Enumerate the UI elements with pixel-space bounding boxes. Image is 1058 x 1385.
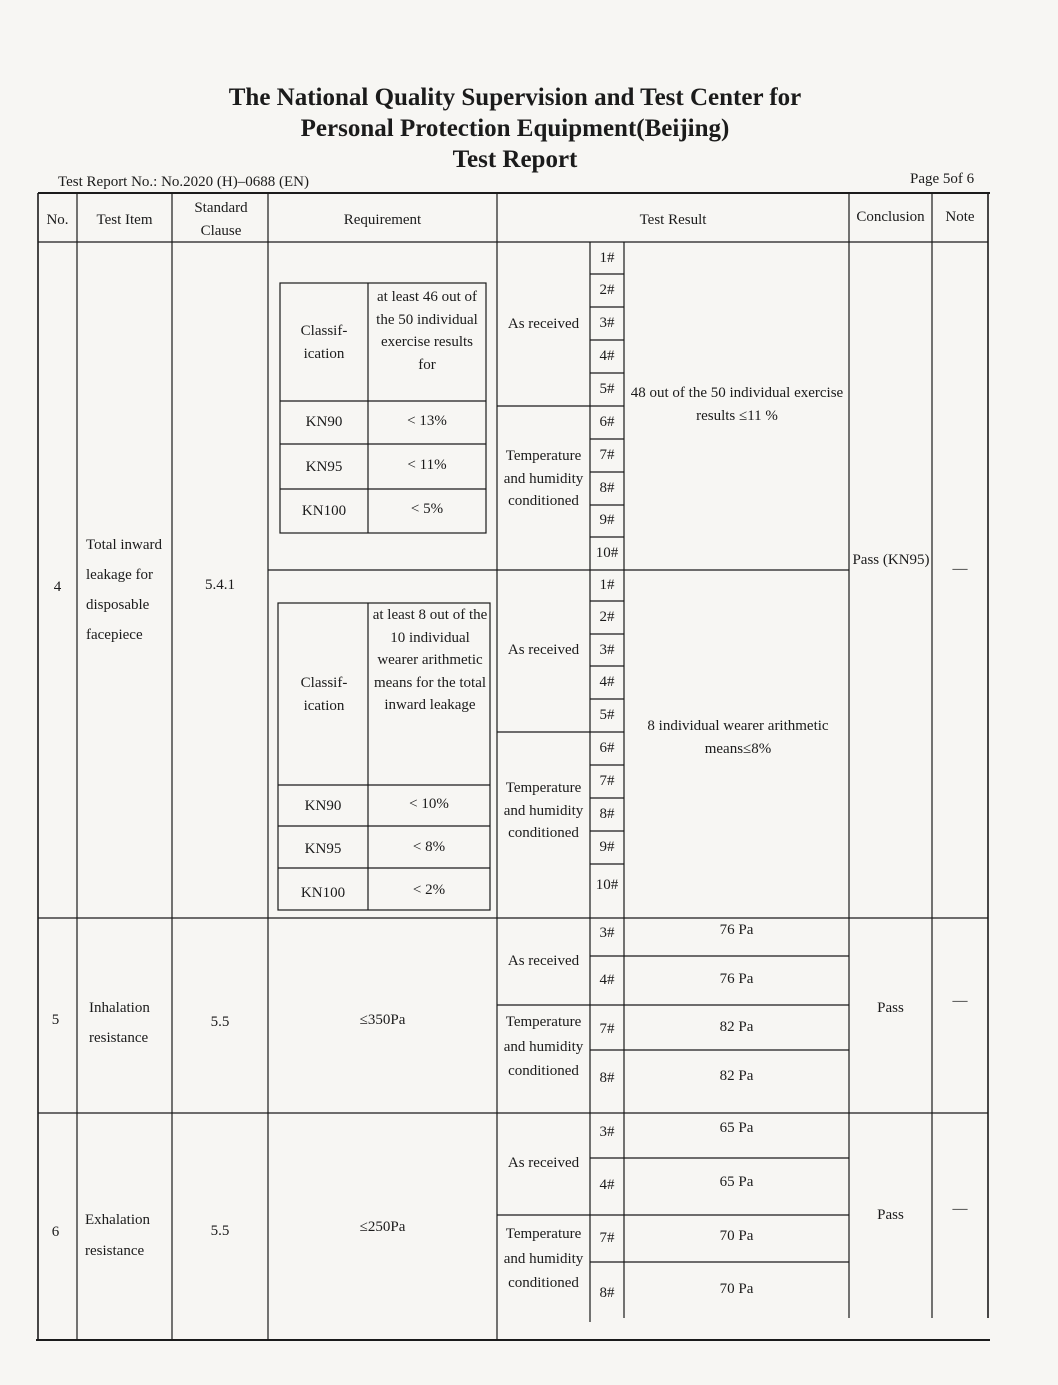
part-b-sample: 8#: [599, 806, 615, 822]
part-b-sample: 1#: [599, 577, 615, 593]
row6-test-item: Exhalation resistance: [85, 1212, 150, 1259]
row5-note: —: [952, 993, 968, 1009]
row5-clause: 5.5: [210, 1014, 230, 1030]
row6-value: 70 Pa: [719, 1228, 754, 1244]
row5-value: 82 Pa: [719, 1019, 754, 1035]
row5-value: 76 Pa: [719, 922, 754, 938]
part-b-classification-label: Classif- ication: [300, 675, 348, 714]
part-a-grade-kn90: KN90: [305, 414, 343, 430]
part-b-grade-kn90: KN90: [304, 798, 342, 814]
col-header-note: Note: [945, 209, 975, 225]
part-b-sample: 9#: [599, 839, 615, 855]
row6-number: 6: [51, 1224, 60, 1240]
part-b-result: 8 individual wearer arithmetic means≤8%: [647, 718, 829, 757]
part-a-limit-kn95: < 11%: [407, 457, 447, 473]
part-a-sample: 8#: [599, 480, 615, 496]
row5-sample: 4#: [599, 972, 615, 988]
row5-cond-conditioned: Temperature and humidity conditioned: [503, 1014, 584, 1079]
part-a-limit-kn90: < 13%: [407, 413, 447, 429]
part-b-sample: 10#: [595, 877, 619, 893]
part-b-sample: 2#: [599, 609, 615, 625]
row6-cond-as-received: As received: [507, 1155, 580, 1171]
row5-test-item: Inhalation resistance: [89, 1000, 150, 1046]
row6-sample: 4#: [599, 1177, 615, 1193]
row4-number: 4: [53, 579, 62, 595]
row5-sample: 7#: [599, 1021, 615, 1037]
part-a-criterion: at least 46 out of the 50 individual exercise results for: [376, 289, 478, 373]
part-b-cond-conditioned: Temperature and humidity conditioned: [503, 780, 584, 841]
part-a-sample: 4#: [599, 348, 615, 364]
row4-clause: 5.4.1: [205, 577, 235, 593]
row6-requirement: ≤250Pa: [359, 1219, 406, 1235]
part-b-limit-kn100: < 2%: [412, 882, 446, 898]
row5-value: 82 Pa: [719, 1068, 754, 1084]
part-a-sample: 9#: [599, 512, 615, 528]
row6-clause: 5.5: [210, 1223, 230, 1239]
col-header-standard-clause: Standard Clause: [194, 200, 248, 239]
col-header-requirement: Requirement: [343, 212, 422, 228]
part-b-sample: 3#: [599, 642, 615, 658]
row6-value: 65 Pa: [719, 1174, 754, 1190]
part-a-sample: 2#: [599, 282, 615, 298]
part-b-sample: 4#: [599, 674, 615, 690]
row6-note: —: [952, 1201, 968, 1217]
part-a-classification-label: Classif- ication: [300, 323, 348, 362]
part-b-sample: 6#: [599, 740, 615, 756]
part-b-limit-kn95: < 8%: [412, 839, 446, 855]
row6-cond-conditioned: Temperature and humidity conditioned: [503, 1226, 584, 1291]
part-b-limit-kn90: < 10%: [409, 796, 449, 812]
row6-conclusion: Pass: [877, 1207, 904, 1223]
part-b-grade-kn100: KN100: [300, 885, 346, 901]
row4-test-item: Total inward leakage for disposable facepiece: [86, 537, 163, 643]
row6-value: 70 Pa: [719, 1281, 754, 1297]
part-a-sample: 7#: [599, 447, 615, 463]
row6-sample: 7#: [599, 1230, 615, 1246]
part-a-sample: 10#: [595, 545, 619, 561]
part-a-sample: 5#: [599, 381, 615, 397]
part-b-grade-kn95: KN95: [304, 841, 342, 857]
col-header-conclusion: Conclusion: [856, 209, 925, 225]
page-number: Page 5of 6: [910, 171, 975, 187]
report-title-line2: Personal Protection Equipment(Beijing): [300, 115, 730, 142]
row5-value: 76 Pa: [719, 971, 754, 987]
part-a-result: 48 out of the 50 individual exercise results ≤11 %: [630, 385, 844, 424]
row5-number: 5: [51, 1012, 60, 1028]
row4-note: —: [952, 561, 968, 577]
part-b-criterion: at least 8 out of the 10 individual wearer arithmetic means for the total inward leakage: [372, 607, 488, 713]
row5-conclusion: Pass: [877, 1000, 904, 1016]
part-b-cond-as-received: As received: [507, 642, 580, 658]
row6-sample: 8#: [599, 1285, 615, 1301]
row5-sample: 8#: [599, 1070, 615, 1086]
part-a-grade-kn95: KN95: [305, 459, 343, 475]
row6-sample: 3#: [599, 1124, 615, 1140]
row5-sample: 3#: [599, 925, 615, 941]
row6-value: 65 Pa: [719, 1120, 754, 1136]
row4-conclusion: Pass (KN95): [852, 552, 930, 568]
col-header-test-result: Test Result: [639, 212, 707, 228]
part-b-sample: 7#: [599, 773, 615, 789]
part-a-sample: 6#: [599, 414, 615, 430]
row5-cond-as-received: As received: [507, 953, 580, 969]
col-header-test-item: Test Item: [96, 212, 153, 228]
row5-requirement: ≤350Pa: [359, 1012, 406, 1028]
part-a-sample: 3#: [599, 315, 615, 331]
report-title-line1: The National Quality Supervision and Test Center for: [228, 84, 802, 111]
part-a-limit-kn100: < 5%: [410, 501, 444, 517]
part-b-sample: 5#: [599, 707, 615, 723]
report-number: Test Report No.: No.2020 (H)–0688 (EN): [58, 174, 309, 190]
part-a-sample: 1#: [599, 250, 615, 266]
part-a-cond-conditioned: Temperature and humidity conditioned: [503, 448, 584, 509]
part-a-grade-kn100: KN100: [301, 503, 347, 519]
part-a-cond-as-received: As received: [507, 316, 580, 332]
col-header-no: No.: [46, 212, 69, 228]
report-title-line3: Test Report: [452, 146, 578, 173]
